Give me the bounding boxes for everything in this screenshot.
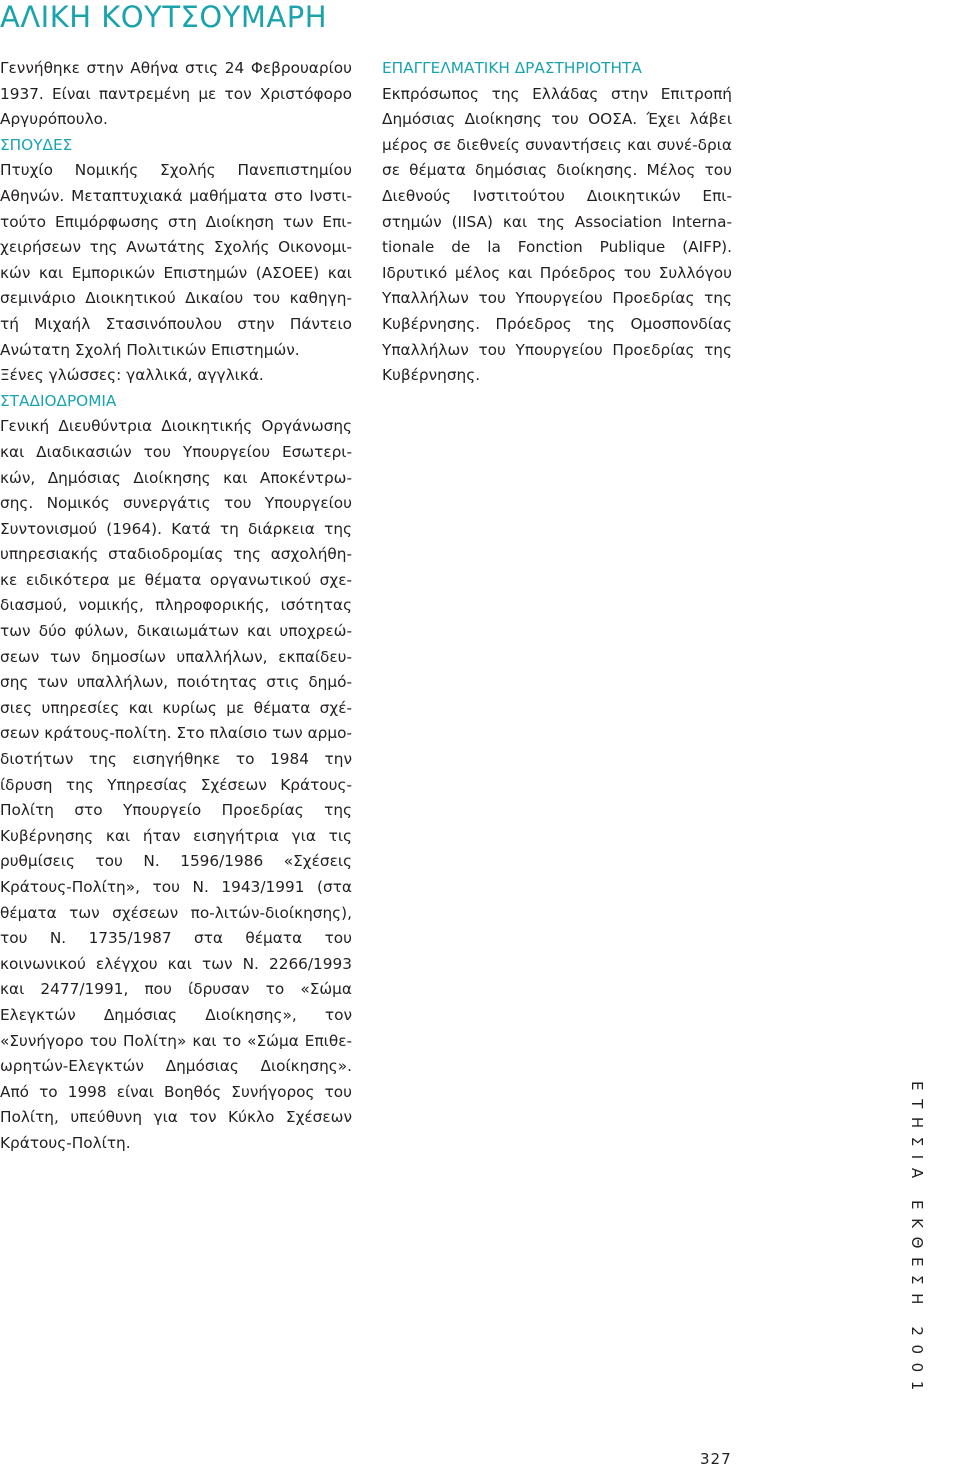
career-heading: ΣΤΑΔΙΟΔΡΟΜΙΑ [0, 391, 117, 410]
intro-paragraph: Γεννήθηκε στην Αθήνα στις 24 Φεβρουαρίου 1937. Είναι παντρεμένη με τον Χριστόφορο Αργυρόπουλο. [0, 59, 352, 129]
page-number: 327 [700, 1450, 732, 1468]
activity-heading: ΕΠΑΓΓΕΛΜΑΤΙΚΗ ΔΡΑΣΤΗΡΙΟΤΗΤΑ [382, 59, 642, 77]
right-column [382, 56, 732, 389]
studies-paragraph: Πτυχίο Νομικής Σχολής Πανεπιστημίου Αθηνών. Μεταπτυχιακά μαθήματα στο Ινστι-τούτο Επιμόρφωσης στη Διοίκηση των Επι-χειρήσεων της Ανωτάτης Σχολής Οικονομι-κών και Εμπορικών Επιστημών (ΑΣΟΕΕ) και σεμινάριο Διοικητικού Δικαίου του καθηγη-τή Μιχαήλ Στασινόπουλου στην Πάντειο Ανώτατη Σχολή Πολιτικών Επιστημών. [0, 161, 352, 359]
left-column [0, 56, 352, 1157]
page-title: ΑΛΙΚΗ ΚΟΥΤΣΟΥΜΑΡΗ [0, 0, 328, 34]
languages-paragraph: Ξένες γλώσσες: γαλλικά, αγγλικά. [0, 366, 264, 385]
side-label-container [896, 1081, 956, 1399]
side-label: ΕΤΗΣΙΑ ΕΚΘΕΣΗ 2001 [908, 1081, 926, 1399]
studies-heading: ΣΠΟΥΔΕΣ [0, 135, 73, 154]
career-paragraph: Γενική Διευθύντρια Διοικητικής Οργάνωσης και Διαδικασιών του Υπουργείου Εσωτερι-κών, Δημόσιας Διοίκησης και Αποκέντρω-σης. Νομικός συνεργάτις του Υπουργείου Συντονισμού (1964). Κατά τη διάρκεια της υπηρεσιακής σταδιοδρομίας της ασχολήθη-κε ειδικότερα με θέματα οργανωτικού σχε-διασμού, νομικής, πληροφορικής, ισότητας των δύο φύλων, δικαιωμάτων και υποχρεώ-σεων των δημοσίων υπαλλήλων, εκπαίδευ-σης των υπαλλήλων, ποιότητας στις δημό-σιες υπηρεσίες και κυρίως με θέματα σχέ-σεων κράτους-πολίτη. Στο πλαίσιο των αρμο-διοτήτων της εισηγήθηκε το 1984 την ίδρυση της Υπηρεσίας Σχέσεων Κράτους-Πολίτη στο Υπουργείο Προεδρίας της Κυβέρνησης και ήταν εισηγήτρια για τις ρυθμίσεις του Ν. 1596/1986 «Σχέσεις Κράτους-Πολίτη», του Ν. 1943/1991 (στα θέματα των σχέσεων πο-λιτών-διοίκησης), του Ν. 1735/1987 στα θέματα του κοινωνικού ελέγχου και των Ν. 2266/1993 και 2477/1991, που ίδρυσαν το «Σώμα Ελεγκτών Δημόσιας Διοίκησης», τον «Συνήγορο του Πολίτη» και το «Σώμα Επιθε-ωρητών-Ελεγκτών Δημόσιας Διοίκησης». Από το 1998 είναι Βοηθός Συνήγορος του Πολίτη, υπεύθυνη για τον Κύκλο Σχέσεων Κράτους-Πολίτη. [0, 417, 352, 1152]
activity-paragraph: Εκπρόσωπος της Ελλάδας στην Επιτροπή Δημόσιας Διοίκησης του ΟΟΣΑ. Έχει λάβει μέρος σε διεθνείς συναντήσεις και συνέ-δρια σε θέματα δημόσιας διοίκησης. Μέλος του Διεθνούς Ινστιτούτου Διοικητικών Επι-στημών (IISA) και της Association Interna-tionale de la Fonction Publique (AIFP). Ιδρυτικό μέλος και Πρόεδρος του Συλλόγου Υπαλλήλων του Υπουργείου Προεδρίας της Κυβέρνησης. Πρόεδρος της Ομοσπονδίας Υπαλλήλων του Υπουργείου Προεδρίας της Κυβέρνησης. [382, 84, 732, 385]
